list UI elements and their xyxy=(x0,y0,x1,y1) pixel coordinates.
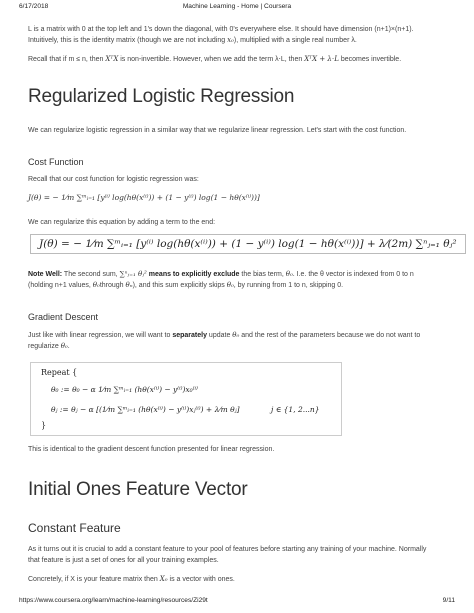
note-emphasis: means to explicitly exclude xyxy=(146,271,240,278)
note-text: (holding n+1 values, xyxy=(28,282,93,289)
note-label: Note Well: xyxy=(28,271,63,278)
cost-recall-text: Recall that our cost function for logistic regression was: xyxy=(28,176,199,183)
cost-function-heading: Cost Function xyxy=(28,157,84,167)
intro-text: Recall that if m ≤ n, then xyxy=(28,56,106,63)
page-footer xyxy=(0,597,474,609)
repeat-label: Repeat { xyxy=(41,368,78,377)
note-line-2 xyxy=(28,280,448,291)
gd-intro-block xyxy=(28,330,448,352)
intro-block xyxy=(28,24,448,65)
concretely-text-b: is a vector with ones. xyxy=(167,576,235,583)
gd-text: and the rest of the parameters because we do not want to xyxy=(239,332,421,339)
math-xtx: XᵀX xyxy=(105,55,119,63)
math-thetan: θₙ xyxy=(125,281,133,289)
note-well-block xyxy=(28,269,448,291)
gradient-descent-repeat-box xyxy=(30,362,342,436)
math-x0: x₀ xyxy=(227,36,234,44)
thetaj-update-equation: θⱼ := θⱼ − α [(1⁄m ∑ᵐᵢ₌₁ (hθ(x⁽ⁱ⁾) − y⁽ⁱ⁾)xⱼ⁽ⁱ⁾) + λ⁄m θⱼ] xyxy=(51,405,240,414)
page-header xyxy=(0,3,474,15)
theta0-update-equation: θ₀ := θ₀ − α 1⁄m ∑ᵐᵢ₌₁ (hθ(x⁽ⁱ⁾) − y⁽ⁱ⁾)x₀⁽ⁱ⁾ xyxy=(51,385,198,394)
constant-para-line-1: As it turns out it is crucial to add a constant feature to your pool of features before starting any training of your machine. Normally xyxy=(28,546,427,553)
constant-feature-heading: Constant Feature xyxy=(28,521,121,535)
note-text: . I.e. the θ vector is indexed from 0 to n xyxy=(292,271,414,278)
math-sum-theta: ∑ⁿⱼ₌₁ θⱼ² xyxy=(119,270,147,278)
section1-intro: We can regularize logistic regression in a similar way that we regularize linear regression. Let's start with the cost function. xyxy=(28,127,407,134)
math-xtx-lambda: XᵀX + λ⋅L xyxy=(304,55,339,63)
intro-text: Intuitively, this is the identity matrix (though we are not including xyxy=(28,37,228,44)
index-condition: j ∈ {1, 2...n} xyxy=(271,405,320,414)
concretely-text xyxy=(28,574,235,585)
gd-text: update xyxy=(206,332,233,339)
gd-emphasis: separately xyxy=(172,332,207,339)
math-theta0: θ₀ xyxy=(285,270,293,278)
gd-line-1 xyxy=(28,330,448,341)
math-theta0: θ₀ xyxy=(60,342,68,350)
intro-line-3 xyxy=(28,54,448,65)
footer-url[interactable]: https://www.coursera.org/learn/machine-learning/resources/Zi29t xyxy=(19,597,208,604)
section-title-initial-ones: Initial Ones Feature Vector xyxy=(28,479,248,500)
math-theta0: θ₀ xyxy=(92,281,100,289)
note-text: through xyxy=(99,282,126,289)
section-title-regularized-logistic: Regularized Logistic Regression xyxy=(28,86,295,107)
repeat-close-brace: } xyxy=(41,421,47,430)
math-theta0: θ₀ xyxy=(232,331,240,339)
note-text: the bias term, xyxy=(239,271,286,278)
regularized-cost-equation: J(θ) = − 1⁄m ∑ᵐᵢ₌₁ [y⁽ⁱ⁾ log(hθ(x⁽ⁱ⁾)) + (1 − y⁽ⁱ⁾) log(1 − hθ(x⁽ⁱ⁾))] + λ⁄(2m) ∑ⁿⱼ₌₁ θⱼ² xyxy=(30,234,466,254)
gd-line-2 xyxy=(28,341,448,352)
note-text: ), and this sum explicitly skips xyxy=(132,282,227,289)
gd-text: Just like with linear regression, we will want to xyxy=(28,332,173,339)
gradient-descent-heading: Gradient Descent xyxy=(28,312,99,322)
math-theta0: θ₀ xyxy=(226,281,234,289)
constant-feature-para xyxy=(28,544,448,566)
constant-para-line-2: that feature is just a set of ones for all your training examples. xyxy=(28,557,219,564)
note-line-1 xyxy=(28,269,448,280)
intro-text: is non-invertible. However, when we add the term λ⋅L, then xyxy=(118,56,305,63)
gd-text: . xyxy=(67,343,70,350)
gd-text: regularize xyxy=(28,343,61,350)
print-date: 6/17/2018 xyxy=(19,3,49,10)
print-title: Machine Learning - Home | Coursera xyxy=(182,3,292,10)
concretely-text-a: Concretely, if X is your feature matrix then xyxy=(28,576,160,583)
identical-note: This is identical to the gradient descent function presented for linear regression. xyxy=(28,446,275,453)
cost-equation: J(θ) = − 1⁄m ∑ᵐᵢ₌₁ [y⁽ⁱ⁾ log(hθ(x⁽ⁱ⁾)) + (1 − y⁽ⁱ⁾) log(1 − hθ(x⁽ⁱ⁾))] xyxy=(28,193,260,202)
intro-text: ), multiplied with a single real number λ. xyxy=(233,37,357,44)
note-text: The second sum, xyxy=(62,271,120,278)
note-text: , by running from 1 to n, skipping 0. xyxy=(233,282,344,289)
intro-text: becomes invertible. xyxy=(338,56,402,63)
intro-line-1: L is a matrix with 0 at the top left and 1's down the diagonal, with 0's everywhere else. It should have dimension (n+1)×(n+1). xyxy=(28,26,414,33)
math-x0: X₀ xyxy=(159,575,168,583)
regularize-text: We can regularize this equation by adding a term to the end: xyxy=(28,219,216,226)
intro-line-2 xyxy=(28,35,448,46)
page-number: 9/11 xyxy=(442,597,455,604)
